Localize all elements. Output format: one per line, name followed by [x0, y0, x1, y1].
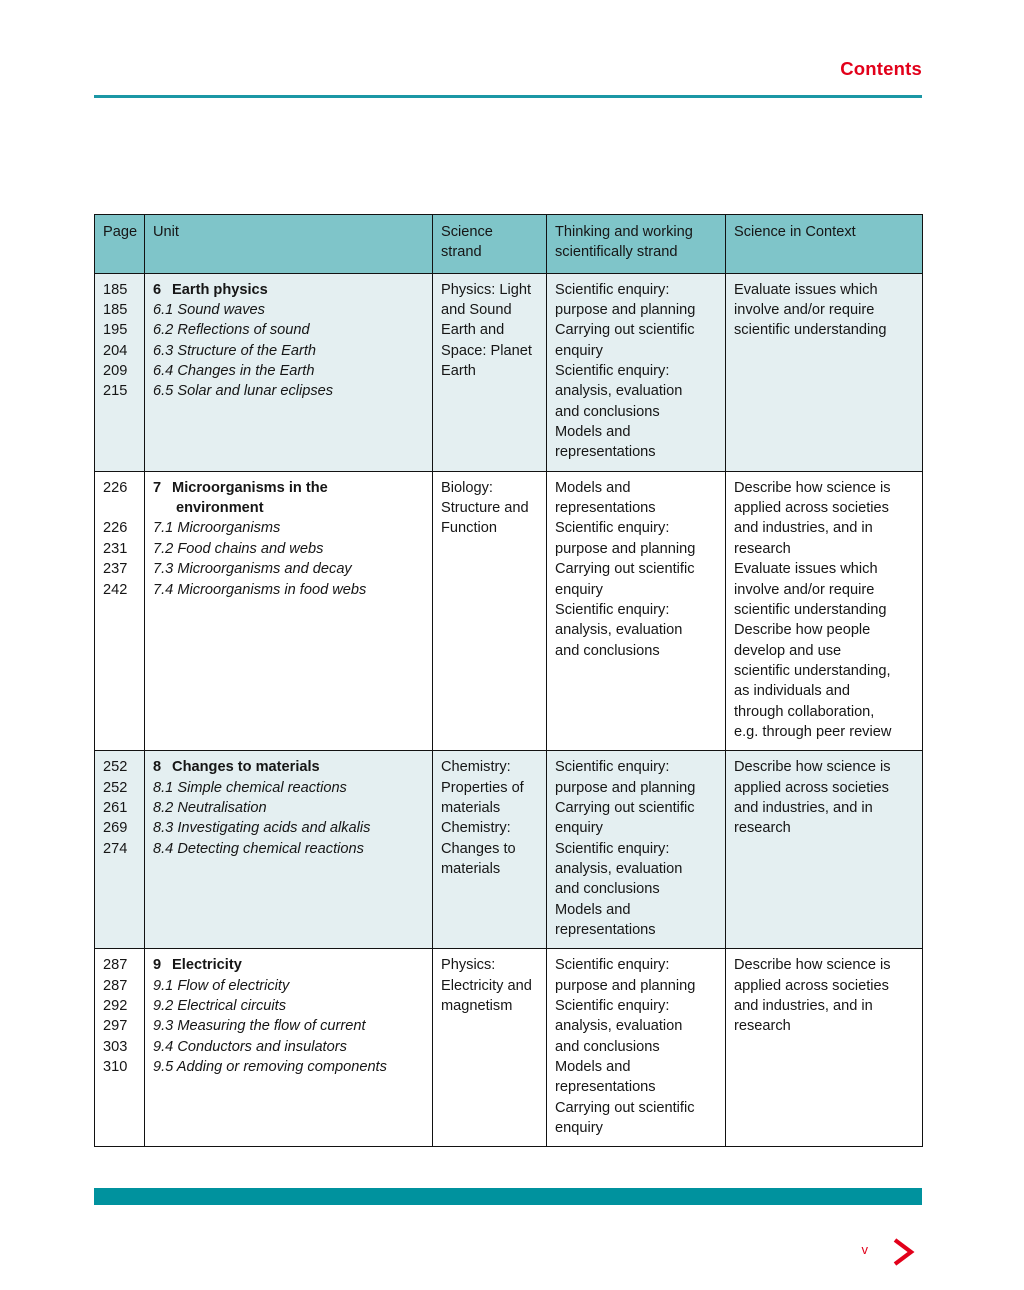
science-in-context-line: research [734, 820, 791, 837]
footer-bar [94, 1188, 922, 1205]
page-header [94, 58, 922, 106]
page-number[interactable]: 252 [103, 759, 128, 776]
science-in-context-line: and industries, and in [734, 520, 873, 537]
cell-unit [145, 751, 433, 949]
unit-title[interactable] [153, 757, 425, 777]
unit-subsection[interactable]: 8.3 Investigating acids and alkalis [153, 820, 371, 837]
unit-title-continued: environment [176, 500, 264, 517]
page-number[interactable]: 303 [103, 1038, 128, 1055]
header-rule-divider [94, 95, 922, 98]
twss-strand-line: enquiry [555, 342, 603, 359]
table-row [95, 471, 923, 750]
science-in-context-line: Describe how science is [734, 957, 891, 974]
science-strand-line: Chemistry: [441, 820, 511, 837]
page-number[interactable]: 231 [103, 540, 128, 557]
twss-strand-line: Scientific enquiry: [555, 601, 670, 618]
twss-strand-line: Models and [555, 424, 631, 441]
science-in-context-line: scientific understanding [734, 322, 887, 339]
unit-number: 6 [153, 281, 162, 298]
unit-subsection[interactable]: 9.5 Adding or removing components [153, 1059, 387, 1076]
unit-subsection[interactable]: 9.2 Electrical circuits [153, 998, 287, 1015]
twss-strand-line: analysis, evaluation [555, 860, 683, 877]
cell-page-numbers [95, 273, 145, 471]
column-header-twss-strand [547, 215, 726, 274]
cell-unit [145, 471, 433, 750]
twss-strand-line: enquiry [555, 820, 603, 837]
unit-number: 7 [153, 479, 162, 496]
cell-unit [145, 949, 433, 1147]
science-in-context-line: e.g. through peer review [734, 723, 892, 740]
page-number[interactable]: 287 [103, 977, 128, 994]
twss-strand-line: representations [555, 444, 656, 461]
table-row [95, 273, 923, 471]
science-strand-line: Chemistry: [441, 759, 511, 776]
twss-strand-line: representations [555, 1079, 656, 1096]
unit-subsection[interactable]: 8.1 Simple chemical reactions [153, 779, 347, 796]
page-number[interactable]: 195 [103, 322, 128, 339]
twss-strand-line: Scientific enquiry: [555, 363, 670, 380]
twss-strand-line: Models and [555, 901, 631, 918]
science-strand-line: materials [441, 799, 501, 816]
science-strand-line: Properties of [441, 779, 524, 796]
science-strand-line: Space: Planet [441, 342, 532, 359]
unit-subsection[interactable]: 6.5 Solar and lunar eclipses [153, 383, 334, 400]
cell-science-strand [433, 751, 547, 949]
twss-strand-line: Carrying out scientific [555, 799, 695, 816]
column-header-science-in-context [726, 215, 923, 274]
twss-strand-line: and conclusions [555, 403, 660, 420]
column-header-line: Science in Context [734, 224, 856, 240]
twss-strand-line: Models and [555, 1059, 631, 1076]
science-strand-line: Structure and [441, 500, 529, 517]
page-number[interactable]: 261 [103, 799, 128, 816]
twss-strand-line: and conclusions [555, 881, 660, 898]
twss-strand-line: Scientific enquiry: [555, 957, 670, 974]
science-in-context-line: and industries, and in [734, 998, 873, 1015]
science-in-context-line: through collaboration, [734, 703, 875, 720]
cell-twss-strand [547, 949, 726, 1147]
cell-twss-strand [547, 751, 726, 949]
table-row [95, 751, 923, 949]
page-number[interactable]: 242 [103, 581, 128, 598]
science-strand-line: Function [441, 520, 497, 537]
page-number[interactable]: 292 [103, 998, 128, 1015]
page-number[interactable]: 269 [103, 820, 128, 837]
cell-page-numbers [95, 949, 145, 1147]
twss-strand-line: Carrying out scientific [555, 1099, 695, 1116]
science-strand-line: Electricity and [441, 977, 532, 994]
unit-title[interactable] [153, 280, 425, 300]
page-number[interactable]: 185 [103, 302, 128, 319]
science-strand-line: magnetism [441, 998, 513, 1015]
unit-title[interactable] [153, 478, 425, 498]
science-strand-line: and Sound [441, 302, 512, 319]
unit-title-text: Electricity [168, 957, 242, 974]
twss-strand-line: enquiry [555, 581, 603, 598]
science-in-context-line: involve and/or require [734, 581, 875, 598]
science-in-context-line: develop and use [734, 642, 842, 659]
page-number[interactable]: 287 [103, 957, 128, 974]
column-header-line: Page [103, 224, 138, 240]
chevron-right-icon[interactable] [886, 1232, 920, 1272]
cell-page-numbers [95, 751, 145, 949]
science-in-context-line: applied across societies [734, 500, 889, 517]
unit-subsection[interactable]: 8.2 Neutralisation [153, 799, 267, 816]
cell-twss-strand [547, 471, 726, 750]
science-in-context-line: involve and/or require [734, 302, 875, 319]
cell-science-in-context [726, 949, 923, 1147]
page-number[interactable]: 215 [103, 383, 128, 400]
column-header-line: scientifically strand [555, 244, 678, 261]
page-number[interactable]: 204 [103, 342, 128, 359]
column-header-line: Unit [153, 224, 179, 240]
footer-navigation [808, 1232, 938, 1272]
science-in-context-line: Describe how science is [734, 479, 891, 496]
science-in-context-line: research [734, 1018, 791, 1035]
twss-strand-line: representations [555, 922, 656, 938]
twss-strand-line: and conclusions [555, 642, 660, 659]
unit-subsection[interactable]: 7.1 Microorganisms [153, 520, 281, 537]
table-header-row [95, 215, 923, 274]
twss-strand-line: Scientific enquiry: [555, 998, 670, 1015]
twss-strand-line: analysis, evaluation [555, 383, 683, 400]
cell-science-in-context [726, 751, 923, 949]
table-header [95, 215, 923, 274]
page-title: Contents [840, 58, 922, 79]
unit-subsection[interactable]: 9.3 Measuring the flow of current [153, 1018, 366, 1035]
science-in-context-line: applied across societies [734, 977, 889, 994]
science-in-context-line: research [734, 540, 791, 557]
twss-strand-line: Carrying out scientific [555, 322, 695, 339]
science-in-context-line: as individuals and [734, 683, 851, 700]
page-number[interactable]: 209 [103, 363, 128, 380]
page-number[interactable]: 274 [103, 840, 128, 857]
science-strand-line: materials [441, 860, 501, 877]
twss-strand-line: Scientific enquiry: [555, 281, 670, 298]
column-header-line: Science [441, 224, 493, 240]
cell-unit [145, 273, 433, 471]
unit-subsection[interactable]: 9.4 Conductors and insulators [153, 1038, 347, 1055]
column-header-science-strand [433, 215, 547, 274]
column-header-unit [145, 215, 433, 274]
twss-strand-line: representations [555, 500, 656, 517]
unit-subsection[interactable]: 7.2 Food chains and webs [153, 540, 324, 557]
science-strand-line: Earth and [441, 322, 505, 339]
unit-subsection[interactable]: 6.4 Changes in the Earth [153, 363, 315, 380]
table-body [95, 273, 923, 1147]
science-strand-line: Changes to [441, 840, 516, 857]
twss-strand-line: purpose and planning [555, 302, 696, 319]
twss-strand-line: Models and [555, 479, 631, 496]
page-number[interactable]: 310 [103, 1059, 128, 1076]
unit-number: 9 [153, 957, 162, 974]
cell-page-numbers [95, 471, 145, 750]
twss-strand-line: enquiry [555, 1120, 603, 1137]
unit-title-text: Microorganisms in the [168, 479, 328, 496]
unit-number: 8 [153, 759, 162, 776]
science-strand-line: Biology: [441, 479, 493, 496]
twss-strand-line: Scientific enquiry: [555, 759, 670, 776]
twss-strand-line: analysis, evaluation [555, 622, 683, 639]
page-number[interactable]: 237 [103, 561, 128, 578]
cell-science-strand [433, 471, 547, 750]
science-in-context-line: scientific understanding [734, 601, 887, 618]
column-header-line: strand [441, 244, 482, 261]
unit-title[interactable] [153, 955, 425, 975]
cell-science-in-context [726, 273, 923, 471]
twss-strand-line: and conclusions [555, 1038, 660, 1055]
twss-strand-line: Scientific enquiry: [555, 520, 670, 537]
unit-subsection[interactable]: 9.1 Flow of electricity [153, 977, 290, 994]
page-number[interactable]: 297 [103, 1018, 128, 1035]
twss-strand-line: purpose and planning [555, 977, 696, 994]
science-strand-line: Earth [441, 363, 476, 380]
page-number[interactable]: 226 [103, 520, 128, 537]
unit-title-text: Changes to materials [168, 759, 320, 776]
unit-subsection[interactable]: 6.2 Reflections of sound [153, 322, 310, 339]
cell-science-strand [433, 949, 547, 1147]
unit-subsection[interactable]: 8.4 Detecting chemical reactions [153, 840, 364, 857]
page-number[interactable]: 226 [103, 479, 128, 496]
twss-strand-line: Scientific enquiry: [555, 840, 670, 857]
cell-twss-strand [547, 273, 726, 471]
science-in-context-line: Describe how science is [734, 759, 891, 776]
cell-science-in-context [726, 471, 923, 750]
twss-strand-line: analysis, evaluation [555, 1018, 683, 1035]
science-in-context-line: Evaluate issues which [734, 561, 878, 578]
contents-table [94, 214, 923, 1147]
cell-science-strand [433, 273, 547, 471]
unit-subsection[interactable]: 6.3 Structure of the Earth [153, 342, 317, 359]
unit-title-text: Earth physics [168, 281, 268, 298]
science-in-context-line: applied across societies [734, 779, 889, 796]
twss-strand-line: purpose and planning [555, 779, 696, 796]
column-header-page [95, 215, 145, 274]
unit-subsection[interactable]: 7.4 Microorganisms in food webs [153, 581, 367, 598]
science-in-context-line: Describe how people [734, 622, 871, 639]
science-in-context-line: Evaluate issues which [734, 281, 878, 298]
twss-strand-line: purpose and planning [555, 540, 696, 557]
twss-strand-line: Carrying out scientific [555, 561, 695, 578]
science-strand-line: Physics: Light [441, 281, 532, 298]
column-header-line: Thinking and working [555, 224, 693, 240]
page-number[interactable]: 185 [103, 281, 128, 298]
science-strand-line: Physics: [441, 957, 496, 974]
unit-subsection[interactable]: 6.1 Sound waves [153, 302, 265, 319]
page-number[interactable] [103, 498, 137, 518]
page-folio-number: v [861, 1242, 868, 1257]
science-in-context-line: and industries, and in [734, 799, 873, 816]
science-in-context-line: scientific understanding, [734, 662, 891, 679]
page-number[interactable]: 252 [103, 779, 128, 796]
table-row [95, 949, 923, 1147]
unit-subsection[interactable]: 7.3 Microorganisms and decay [153, 561, 352, 578]
